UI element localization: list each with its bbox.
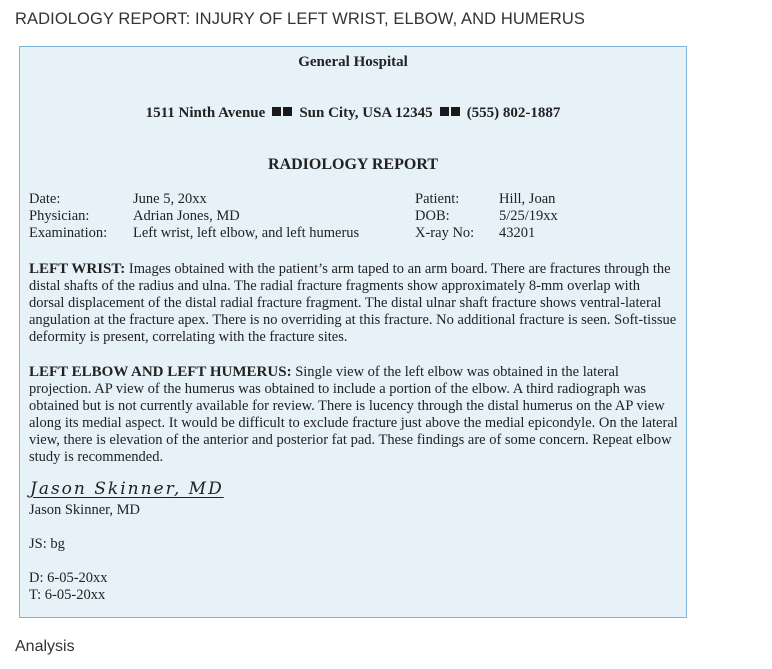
address-street: 1511 Ninth Avenue [145, 105, 266, 121]
transcription-initials: JS: bg [29, 536, 65, 552]
section-left-elbow-humerus [29, 364, 679, 466]
section-heading: LEFT ELBOW AND LEFT HUMERUS: [29, 364, 292, 380]
section-left-wrist [29, 261, 679, 346]
meta-value-examination: Left wrist, left elbow, and left humerus [133, 225, 360, 241]
meta-label: X-ray No: [415, 225, 475, 241]
handwritten-signature: Jason Skinner, MD [30, 479, 224, 499]
meta-row-patient [415, 191, 558, 208]
meta-value-dob: 5/25/19xx [499, 208, 558, 224]
meta-row-examination [29, 225, 359, 242]
report-meta-right [415, 191, 558, 242]
section-heading: LEFT WRIST: [29, 261, 126, 277]
meta-value-patient: Hill, Joan [499, 191, 556, 207]
meta-label: Patient: [415, 191, 460, 207]
meta-row-date [29, 191, 359, 208]
separator-icon [271, 105, 293, 122]
transcribed-date: T: 6-05-20xx [29, 587, 106, 603]
address-city: Sun City, USA 12345 [299, 105, 433, 121]
address-phone: (555) 802-1887 [466, 105, 561, 121]
separator-icon [439, 105, 461, 122]
meta-value-physician: Adrian Jones, MD [133, 208, 240, 224]
dictation-dates [29, 570, 108, 604]
meta-label: DOB: [415, 208, 450, 224]
meta-value-xray-no: 43201 [499, 225, 536, 241]
dictated-date: D: 6-05-20xx [29, 570, 108, 586]
meta-row-physician [29, 208, 359, 225]
section-body: Images obtained with the patient’s arm taped to an arm board. There are fractures through the distal shafts of the radius and ulna. The radial fracture fragments show approximately 8-mm overlap with dorsal displacement of the distal radial fracture fragment. The distal ulnar shaft fracture shows ventral-lateral angulation at the fracture apex. There is no overriding at this fracture. No additional fracture is seen. Soft-tissue deformity is present, correlating with the fracture sites. [29, 261, 677, 345]
meta-row-xray-no [415, 225, 558, 242]
report-title: RADIOLOGY REPORT [268, 156, 438, 173]
radiology-report-document [19, 46, 687, 618]
hospital-address-line [20, 105, 686, 122]
hospital-name: General Hospital [298, 54, 408, 70]
page-heading: RADIOLOGY REPORT: INJURY OF LEFT WRIST, ELBOW, AND HUMERUS [15, 10, 585, 28]
meta-label: Physician: [29, 208, 90, 224]
meta-label: Examination: [29, 225, 108, 241]
meta-value-date: June 5, 20xx [133, 191, 207, 207]
meta-label: Date: [29, 191, 61, 207]
section-body: Single view of the left elbow was obtained in the lateral projection. AP view of the humerus was obtained to include a portion of the elbow. A third radiograph was obtained but is not currently available for review. There is lucency through the distal humerus on the AP view along its medial aspect. It would be difficult to exclude fracture just above the medial epicondyle. On the lateral view, there is elevation of the anterior and posterior fat pad. These findings are of some concern. Repeat elbow study is recommended. [29, 364, 678, 465]
report-meta-left [29, 191, 359, 242]
meta-row-dob [415, 208, 558, 225]
analysis-label: Analysis [15, 638, 75, 655]
signer-name: Jason Skinner, MD [29, 502, 140, 518]
